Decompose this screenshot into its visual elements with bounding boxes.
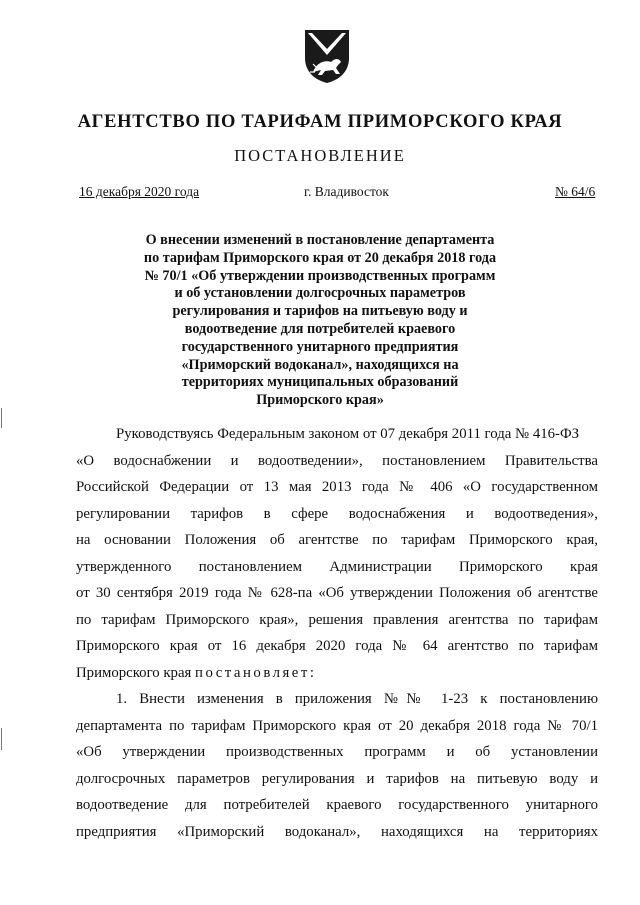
body-line: «Об утверждении производственных программ и об установлении [76, 744, 598, 760]
preamble-paragraph [76, 421, 598, 686]
document-city: г. Владивосток [304, 184, 389, 199]
body-line: на основании Положения об агентстве по тарифам Приморского края, [76, 532, 598, 548]
body-line: «О водоснабжении и водоотведении», постановлением Правительства [76, 452, 598, 469]
coat-of-arms-emblem [303, 28, 351, 84]
body-line: от 30 сентября 2019 года № 628-па «Об утверждении Положения об агентстве [76, 585, 598, 601]
body-line: Приморского края от 16 декабря 2020 года № 64 агентство по тарифам [76, 638, 598, 654]
title-line: Приморского края» [256, 392, 384, 409]
body-line: водоотведение для потребителей краевого государственного унитарного [76, 797, 598, 813]
title-line: регулирования и тарифов на питьевую воду и [172, 303, 468, 320]
title-line: водоотведение для потребителей краевого [184, 320, 456, 337]
title-line: О внесении изменений в постановление департамента [145, 232, 495, 248]
resolves-word: постановляет: [195, 664, 317, 681]
agency-name: АГЕНТСТВО ПО ТАРИФАМ ПРИМОРСКОГО КРАЯ [77, 112, 563, 132]
scan-edge-mark [1, 728, 2, 750]
document-body [76, 421, 598, 845]
scan-edge-mark [1, 408, 2, 428]
item-1-paragraph [76, 686, 598, 845]
title-line: «Приморский водоканал», находящихся на [181, 356, 459, 373]
title-line: государственного унитарного предприятия [181, 338, 459, 355]
body-line: утвержденного постановлением Администрации Приморского края [76, 558, 598, 575]
body-line: долгосрочных параметров регулирования и тарифов на питьевую воду и [76, 770, 598, 787]
document-date: 16 декабря 2020 года [79, 184, 200, 199]
body-line: по тарифам Приморского края», решения правления агентства по тарифам [76, 611, 598, 628]
document-number: № 64/6 [555, 184, 596, 199]
body-line: департамента по тарифам Приморского края от 20 декабря 2018 года № 70/1 [76, 717, 598, 734]
body-line: регулировании тарифов в сфере водоснабжения и водоотведения», [76, 505, 598, 522]
title-line: № 70/1 «Об утверждении производственных программ [144, 267, 496, 284]
body-text: Приморского края [76, 664, 192, 681]
title-line: по тарифам Приморского края от 20 декабря 2018 года [143, 249, 497, 266]
document-type: ПОСТАНОВЛЕНИЕ [234, 146, 406, 165]
body-line: Российской Федерации от 13 мая 2013 года № 406 «О государственном [76, 479, 598, 495]
title-line: территориях муниципальных образований [181, 374, 459, 391]
title-line: и об установлении долгосрочных параметров [174, 285, 466, 302]
body-line-last [76, 660, 598, 687]
body-line: предприятия «Приморский водоканал», находящихся на территориях [76, 823, 598, 840]
body-line: Руководствуясь Федеральным законом от 07 декабря 2011 года № 416-ФЗ [116, 426, 580, 442]
body-line: 1. Внести изменения в приложения №№ 1-23 к постановлению [116, 691, 598, 707]
document-title [100, 232, 540, 410]
